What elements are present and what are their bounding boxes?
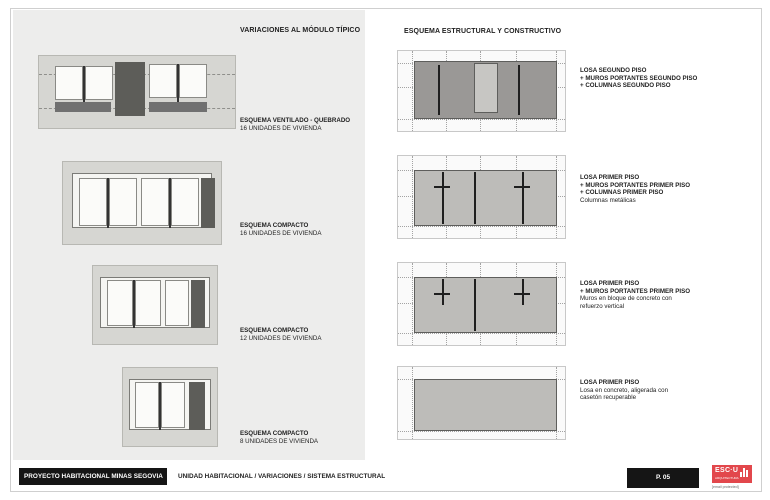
variant-title: ESQUEMA COMPACTO bbox=[240, 430, 309, 437]
structural-line: + MUROS PORTANTES PRIMER PISO bbox=[580, 287, 691, 295]
variations-heading: VARIACIONES AL MÓDULO TÍPICO bbox=[240, 27, 361, 34]
variant-units: 12 UNIDADES DE VIVIENDA bbox=[240, 335, 322, 342]
variant-label-1 bbox=[240, 117, 350, 133]
variant-label-2 bbox=[240, 222, 322, 238]
studio-logo bbox=[712, 465, 752, 483]
variant-label-4 bbox=[240, 430, 318, 446]
variant-title: ESQUEMA COMPACTO bbox=[240, 327, 309, 334]
structural-diagram-bearing-walls bbox=[397, 262, 566, 346]
structural-note-2: casetón recuperable bbox=[580, 394, 637, 402]
plan-compacto-8 bbox=[122, 367, 218, 447]
logo-bars-icon bbox=[740, 468, 749, 477]
plan-ventilado-quebrado bbox=[38, 55, 236, 129]
structural-line: LOSA PRIMER PISO bbox=[580, 280, 640, 287]
logo-text: ESC·U bbox=[715, 467, 739, 474]
structural-note: Columnas metálicas bbox=[580, 196, 636, 204]
structural-note-2: refuerzo vertical bbox=[580, 302, 625, 310]
structural-line: LOSA SEGUNDO PISO bbox=[580, 67, 647, 74]
variant-units: 8 UNIDADES DE VIVIENDA bbox=[240, 438, 319, 445]
structural-line: + MUROS PORTANTES PRIMER PISO bbox=[580, 181, 691, 189]
project-title: PROYECTO HABITACIONAL MINAS SEGOVIA bbox=[19, 468, 167, 485]
studio-email: [email protected] bbox=[712, 485, 739, 489]
structural-line: LOSA PRIMER PISO bbox=[580, 379, 640, 386]
structural-note: Muros en bloque de concreto con bbox=[580, 295, 672, 303]
structural-line: LOSA PRIMER PISO bbox=[580, 174, 640, 181]
structural-note: Losa en concreto, aligerada con bbox=[580, 386, 669, 394]
variant-label-3 bbox=[240, 327, 322, 343]
structural-line: + COLUMNAS PRIMER PISO bbox=[580, 189, 664, 197]
variant-units: 16 UNIDADES DE VIVIENDA bbox=[240, 230, 322, 237]
structural-diagram-slab bbox=[397, 366, 566, 440]
variant-title: ESQUEMA VENTILADO - QUEBRADO bbox=[240, 117, 351, 124]
structural-diagram-first-floor-columns bbox=[397, 155, 566, 239]
variant-title: ESQUEMA COMPACTO bbox=[240, 222, 309, 229]
structural-line: + MUROS PORTANTES SEGUNDO PISO bbox=[580, 74, 698, 82]
structural-diagram-second-floor bbox=[397, 50, 566, 132]
sheet-subtitle: UNIDAD HABITACIONAL / VARIACIONES / SISTEMA ESTRUCTURAL bbox=[178, 473, 386, 480]
variant-units: 16 UNIDADES DE VIVIENDA bbox=[240, 125, 322, 132]
plan-compacto-12 bbox=[92, 265, 218, 345]
structural-heading: ESQUEMA ESTRUCTURAL Y CONSTRUCTIVO bbox=[404, 28, 562, 35]
structural-label-3 bbox=[580, 280, 690, 310]
structural-label-1 bbox=[580, 67, 697, 90]
plan-compacto-16 bbox=[62, 161, 222, 245]
logo-subtitle: ARQUITECTURA bbox=[715, 476, 739, 480]
structural-label-4 bbox=[580, 379, 668, 402]
page-number: P. 05 bbox=[627, 468, 699, 488]
structural-line: + COLUMNAS SEGUNDO PISO bbox=[580, 82, 671, 90]
structural-label-2 bbox=[580, 174, 690, 204]
